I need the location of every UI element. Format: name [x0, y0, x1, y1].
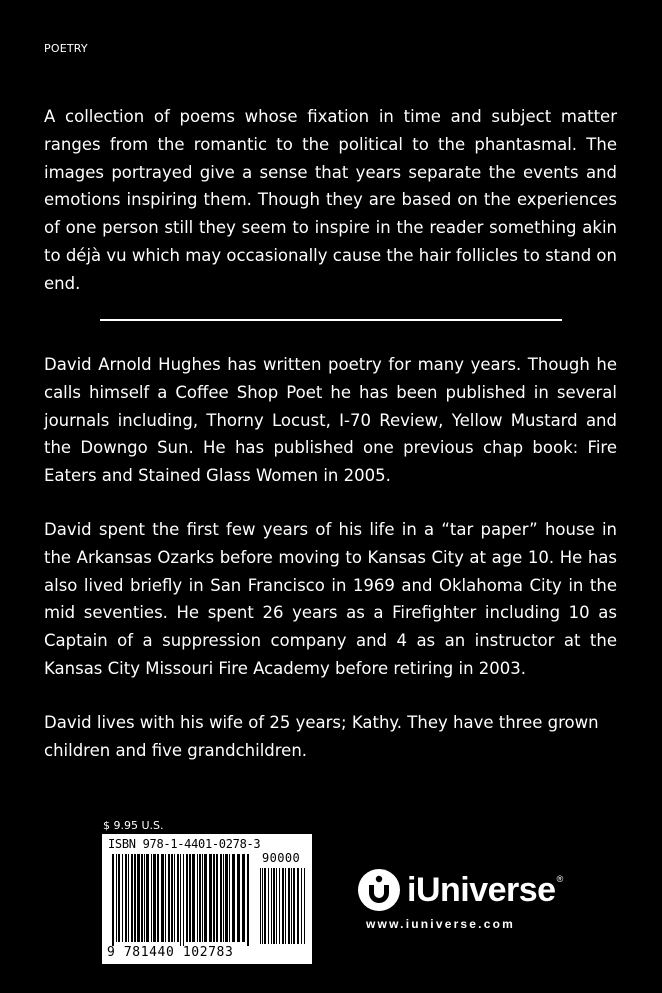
iuniverse-logo-icon: [357, 868, 401, 912]
publisher-website: www.iuniverse.com: [366, 917, 515, 931]
author-bio-history: David spent the first few years of his life in a “tar paper” house in the Arkansas Ozarks before moving to Kansas City at age 10. He has also lived briefly in San Francisco in 1969 and Oklahoma City in the mid seventies. He spent 26 years as a Firefighter including 10 as Captain of a suppression company and 4 as an instructor at the Kansas City Missouri Fire Academy before retiring in 2003.: [44, 520, 617, 678]
author-bio-family: David lives with his wife of 25 years; Kathy. They have three grown children and five grandchildren.: [44, 713, 599, 760]
publisher-logo: [357, 868, 563, 912]
price-label: $ 9.95 U.S.: [103, 819, 164, 832]
book-description: A collection of poems whose fixation in time and subject matter ranges from the romantic to the political to the phantasmal. The images portrayed give a sense that years separate the events and emotions inspiring them. Though they are based on the experiences of one person still they seem to inspire in the reader something akin to déjà vu which may occasionally cause the hair follicles to stand on end.: [44, 107, 617, 293]
author-bio-publications: David Arnold Hughes has written poetry for many years. Though he calls himself a Coffee Shop Poet he has been published in several journals including, Thorny Locust, I-70 Review, Yellow Mustard and the Downgo Sun. He has published one previous chap book: Fire Eaters and Stained Glass Women in 2005.: [44, 355, 617, 486]
divider-rule: [100, 319, 562, 321]
genre-label: POETRY: [44, 42, 88, 55]
barcode-addon-number: 90000: [262, 851, 301, 865]
isbn-number: ISBN 978-1-4401-0278-3: [108, 837, 261, 851]
barcode: [102, 834, 312, 964]
registered-mark: ®: [556, 874, 564, 884]
publisher-name: iUniverse: [407, 870, 556, 909]
barcode-ean-number: 9 781440 102783: [107, 945, 234, 960]
